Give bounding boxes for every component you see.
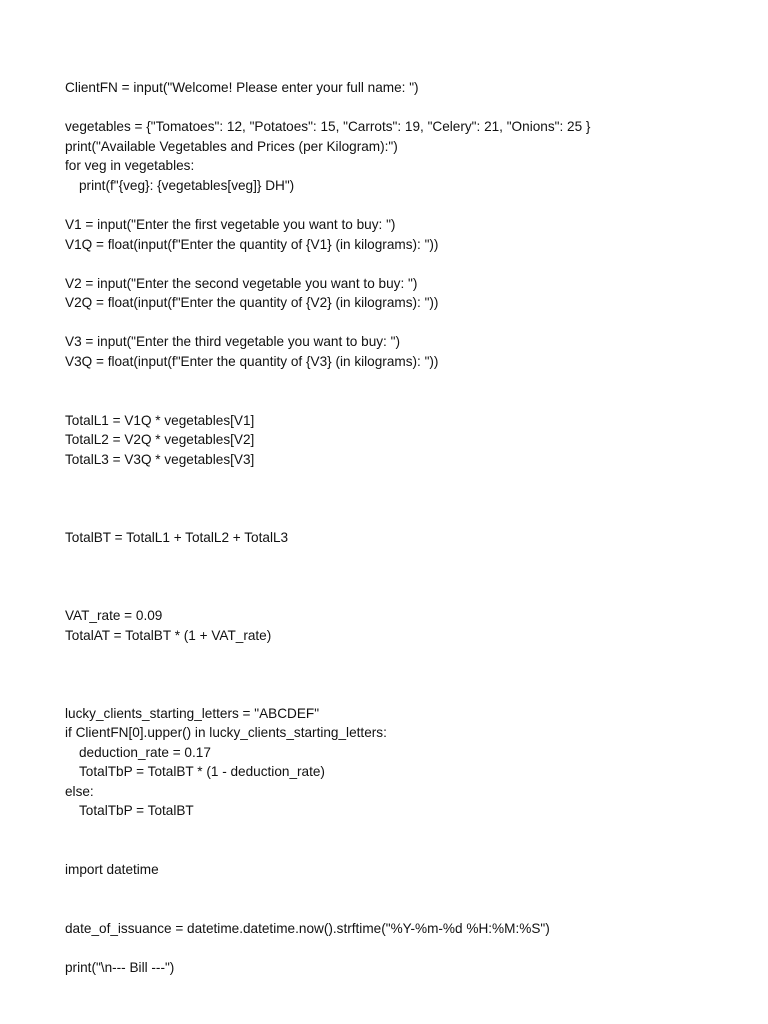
code-line-import-datetime: import datetime xyxy=(65,862,159,877)
code-line-for-loop: for veg in vegetables: xyxy=(65,158,195,173)
code-line-total-tbp-plain: TotalTbP = TotalBT xyxy=(79,803,194,818)
code-line-total-at: TotalAT = TotalBT * (1 + VAT_rate) xyxy=(65,628,272,643)
code-line-lucky-letters: lucky_clients_starting_letters = "ABCDEF" xyxy=(65,706,320,721)
code-line-v1-input: V1 = input("Enter the first vegetable you want to buy: ") xyxy=(65,217,396,232)
code-line-vat-rate: VAT_rate = 0.09 xyxy=(65,608,163,623)
code-line-total-l2: TotalL2 = V2Q * vegetables[V2] xyxy=(65,432,255,447)
code-line-v2q-input: V2Q = float(input(f"Enter the quantity of {V2} (in kilograms): ")) xyxy=(65,295,439,310)
code-line-v3-input: V3 = input("Enter the third vegetable you want to buy: ") xyxy=(65,334,400,349)
code-line-v3q-input: V3Q = float(input(f"Enter the quantity of {V3} (in kilograms): ")) xyxy=(65,354,439,369)
code-line-total-l1: TotalL1 = V1Q * vegetables[V1] xyxy=(65,413,255,428)
code-line-total-tbp-discount: TotalTbP = TotalBT * (1 - deduction_rate) xyxy=(79,764,325,779)
code-line-total-l3: TotalL3 = V3Q * vegetables[V3] xyxy=(65,452,255,467)
code-line-vegetables-dict: vegetables = {"Tomatoes": 12, "Potatoes": 15, "Carrots": 19, "Celery": 21, "Onions": 25 } xyxy=(65,119,591,134)
code-line-client-name: ClientFN = input("Welcome! Please enter your full name: ") xyxy=(65,80,419,95)
code-line-total-bt: TotalBT = TotalL1 + TotalL2 + TotalL3 xyxy=(65,530,289,545)
code-line-print-available: print("Available Vegetables and Prices (per Kilogram):") xyxy=(65,139,398,154)
code-line-print-bill: print("\n--- Bill ---") xyxy=(65,960,175,975)
code-line-print-veg: print(f"{veg}: {vegetables[veg]} DH") xyxy=(79,178,295,193)
code-line-v1q-input: V1Q = float(input(f"Enter the quantity of {V1} (in kilograms): ")) xyxy=(65,237,439,252)
code-line-else: else: xyxy=(65,784,94,799)
code-line-if-lucky: if ClientFN[0].upper() in lucky_clients_starting_letters: xyxy=(65,725,387,740)
code-line-v2-input: V2 = input("Enter the second vegetable you want to buy: ") xyxy=(65,276,418,291)
code-line-deduction-rate: deduction_rate = 0.17 xyxy=(79,745,211,760)
code-line-date-of-issuance: date_of_issuance = datetime.datetime.now().strftime("%Y-%m-%d %H:%M:%S") xyxy=(65,921,550,936)
